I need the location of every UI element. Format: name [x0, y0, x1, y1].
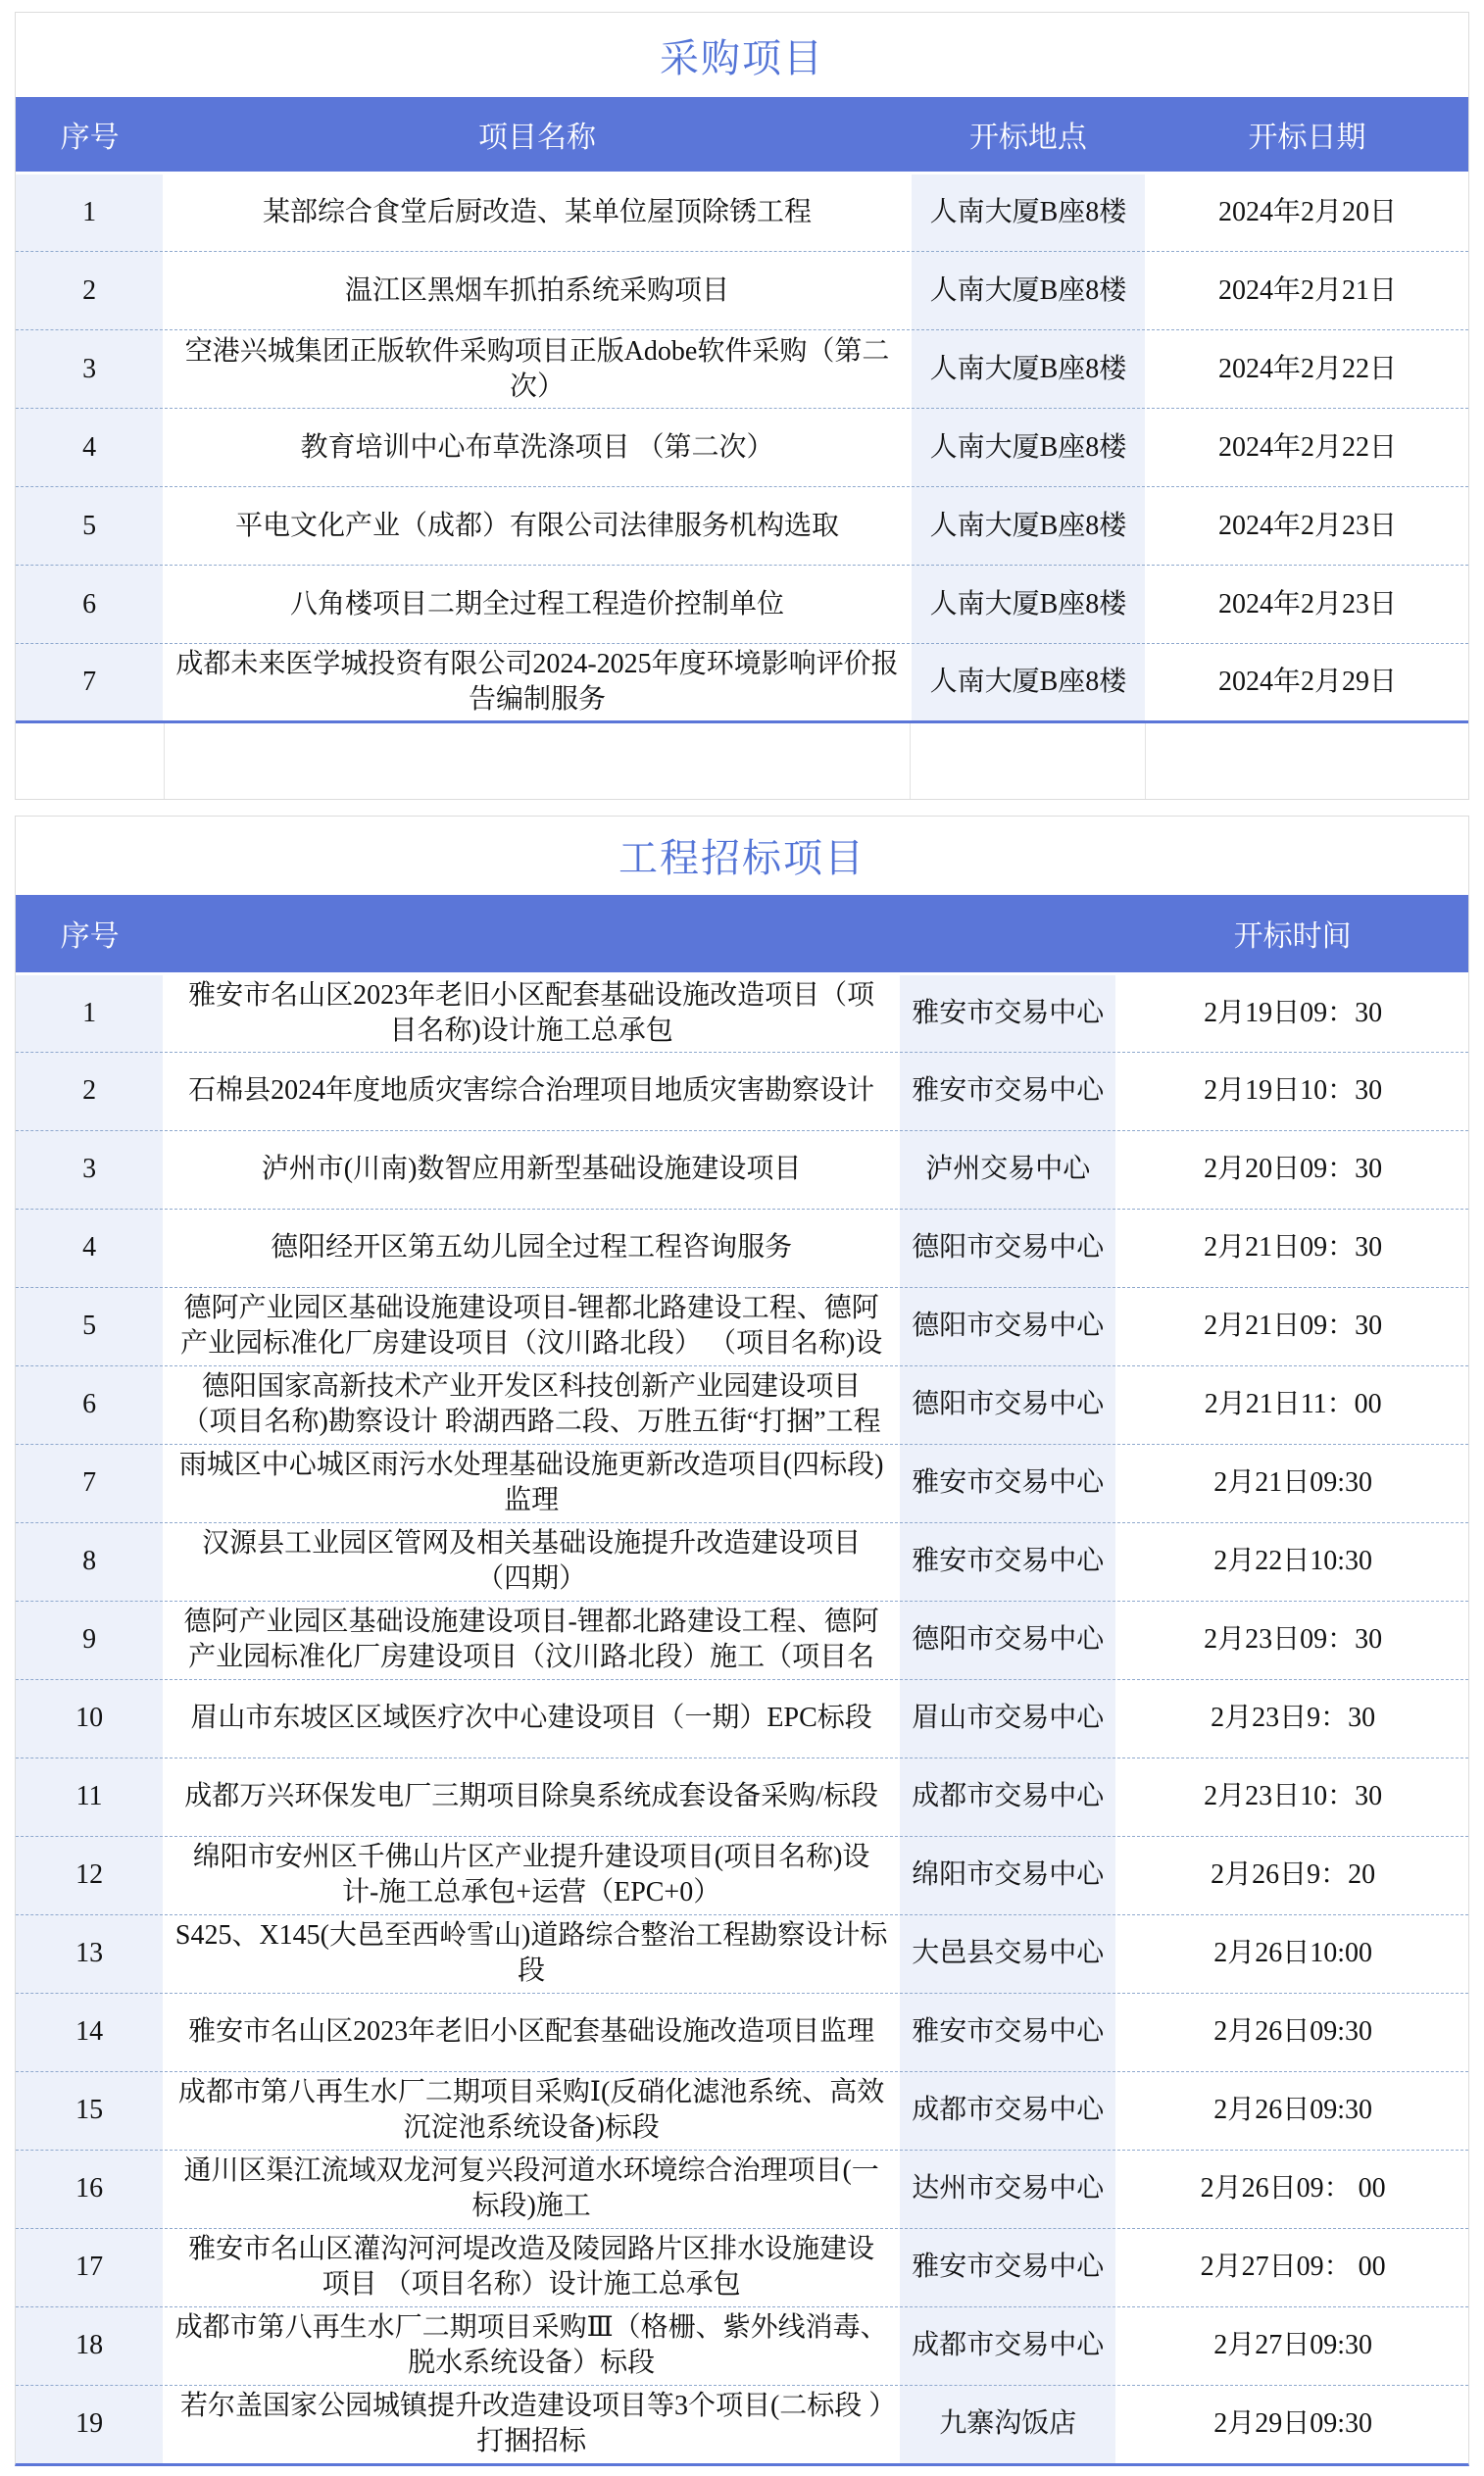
column-header-index: 序号: [16, 97, 164, 173]
empty-row: [16, 722, 1468, 799]
procurement-table-section: [15, 12, 1469, 800]
engineering-table-section: [15, 816, 1469, 2467]
cell-location: 人南大厦B座8楼: [911, 566, 1146, 644]
cell-project-name: 某部综合食堂后厨改造、某单位屋顶除锈工程: [164, 173, 911, 252]
cell-location: 达州市交易中心: [899, 2150, 1116, 2228]
table-row: [16, 1287, 1468, 1365]
cell-date: 2月19日09：30: [1116, 973, 1468, 1052]
cell-date: 2月26日9：20: [1116, 1836, 1468, 1914]
cell-location: 人南大厦B座8楼: [911, 252, 1146, 330]
cell-date: 2024年2月22日: [1146, 330, 1468, 409]
table-row: [16, 644, 1468, 722]
cell-date: 2024年2月22日: [1146, 409, 1468, 487]
cell-project-name: 眉山市东坡区区域医疗次中心建设项目（一期）EPC标段: [164, 1679, 899, 1758]
cell-date: 2024年2月20日: [1146, 173, 1468, 252]
cell-index: 3: [16, 330, 164, 409]
cell-project-name: 汉源县工业园区管网及相关基础设施提升改造建设项目（四期）: [164, 1522, 899, 1601]
cell-project-name: 绵阳市安州区千佛山片区产业提升建设项目(项目名称)设计-施工总承包+运营（EPC+0）: [164, 1836, 899, 1914]
table-row: [16, 1601, 1468, 1679]
cell-date: 2月19日10：30: [1116, 1052, 1468, 1130]
cell-index: 17: [16, 2228, 164, 2306]
cell-index: 5: [16, 487, 164, 566]
cell-location: 德阳市交易中心: [899, 1209, 1116, 1287]
table-row: [16, 1209, 1468, 1287]
cell-location: 德阳市交易中心: [899, 1287, 1116, 1365]
cell-location: 成都市交易中心: [899, 2071, 1116, 2150]
table-row: [16, 2306, 1468, 2385]
empty-cell: [164, 722, 911, 799]
table-row: [16, 1130, 1468, 1209]
cell-project-name: 雅安市名山区灌沟河河堤改造及陵园路片区排水设施建设项目 （项目名称）设计施工总承包: [164, 2228, 899, 2306]
cell-location: 雅安市交易中心: [899, 1444, 1116, 1522]
cell-project-name: 雨城区中心城区雨污水处理基础设施更新改造项目(四标段)监理: [164, 1444, 899, 1522]
cell-project-name: S425、X145(大邑至西岭雪山)道路综合整治工程勘察设计标段: [164, 1914, 899, 1993]
engineering-header-row: [16, 895, 1468, 974]
column-header-blank-project: [164, 895, 899, 974]
cell-index: 1: [16, 173, 164, 252]
table-row: [16, 330, 1468, 409]
cell-location: 雅安市交易中心: [899, 1052, 1116, 1130]
cell-project-name: 八角楼项目二期全过程工程造价控制单位: [164, 566, 911, 644]
cell-location: 雅安市交易中心: [899, 973, 1116, 1052]
cell-date: 2月21日09：30: [1116, 1287, 1468, 1365]
cell-date: 2月22日10:30: [1116, 1522, 1468, 1601]
table-row: [16, 2385, 1468, 2463]
cell-index: 4: [16, 409, 164, 487]
cell-index: 6: [16, 566, 164, 644]
empty-cell: [16, 722, 164, 799]
cell-index: 1: [16, 973, 164, 1052]
procurement-table-title: 采购项目: [660, 35, 824, 80]
engineering-table-title: 工程招标项目: [618, 836, 866, 880]
table-row: [16, 1993, 1468, 2071]
cell-project-name: 成都万兴环保发电厂三期项目除臭系统成套设备采购/标段: [164, 1758, 899, 1836]
cell-index: 11: [16, 1758, 164, 1836]
cell-index: 12: [16, 1836, 164, 1914]
cell-project-name: 成都市第八再生水厂二期项目采购Ⅰ(反硝化滤池系统、高效沉淀池系统设备)标段: [164, 2071, 899, 2150]
column-header-time: 开标时间: [1116, 895, 1468, 974]
cell-date: 2024年2月21日: [1146, 252, 1468, 330]
table-row: [16, 1679, 1468, 1758]
cell-location: 绵阳市交易中心: [899, 1836, 1116, 1914]
cell-project-name: 雅安市名山区2023年老旧小区配套基础设施改造项目监理: [164, 1993, 899, 2071]
cell-index: 14: [16, 1993, 164, 2071]
empty-cell: [1146, 722, 1468, 799]
cell-index: 18: [16, 2306, 164, 2385]
cell-index: 7: [16, 1444, 164, 1522]
cell-project-name: 通川区渠江流域双龙河复兴段河道水环境综合治理项目(一标段)施工: [164, 2150, 899, 2228]
column-header-date: 开标日期: [1146, 97, 1468, 173]
cell-location: 雅安市交易中心: [899, 2228, 1116, 2306]
cell-index: 8: [16, 1522, 164, 1601]
table-row: [16, 252, 1468, 330]
cell-date: 2月26日09： 00: [1116, 2150, 1468, 2228]
cell-project-name: 温江区黑烟车抓拍系统采购项目: [164, 252, 911, 330]
table-row: [16, 409, 1468, 487]
cell-location: 大邑县交易中心: [899, 1914, 1116, 1993]
cell-date: 2024年2月23日: [1146, 566, 1468, 644]
cell-project-name: 雅安市名山区2023年老旧小区配套基础设施改造项目（项目名称)设计施工总承包: [164, 973, 899, 1052]
cell-project-name: 教育培训中心布草洗涤项目 （第二次）: [164, 409, 911, 487]
cell-index: 19: [16, 2385, 164, 2463]
cell-location: 九寨沟饭店: [899, 2385, 1116, 2463]
cell-index: 2: [16, 252, 164, 330]
cell-location: 成都市交易中心: [899, 1758, 1116, 1836]
cell-index: 3: [16, 1130, 164, 1209]
table-row: [16, 2071, 1468, 2150]
table-row: [16, 1444, 1468, 1522]
cell-date: 2024年2月23日: [1146, 487, 1468, 566]
cell-location: 雅安市交易中心: [899, 1522, 1116, 1601]
cell-location: 德阳市交易中心: [899, 1601, 1116, 1679]
table-row: [16, 1914, 1468, 1993]
cell-date: 2月20日09：30: [1116, 1130, 1468, 1209]
cell-index: 15: [16, 2071, 164, 2150]
procurement-table: [16, 97, 1468, 799]
cell-date: 2月23日09：30: [1116, 1601, 1468, 1679]
cell-date: 2月21日09:30: [1116, 1444, 1468, 1522]
cell-index: 5: [16, 1287, 164, 1365]
table-row: [16, 2150, 1468, 2228]
table-row: [16, 973, 1468, 1052]
cell-location: 人南大厦B座8楼: [911, 409, 1146, 487]
cell-date: 2月21日11：00: [1116, 1365, 1468, 1444]
cell-project-name: 空港兴城集团正版软件采购项目正版Adobe软件采购（第二次）: [164, 330, 911, 409]
cell-location: 人南大厦B座8楼: [911, 173, 1146, 252]
table-row: [16, 1836, 1468, 1914]
cell-project-name: 泸州市(川南)数智应用新型基础设施建设项目: [164, 1130, 899, 1209]
cell-location: 眉山市交易中心: [899, 1679, 1116, 1758]
cell-date: 2月26日09:30: [1116, 1993, 1468, 2071]
cell-project-name: 德阿产业园区基础设施建设项目-锂都北路建设工程、德阿产业园标准化厂房建设项目（汶川路北段）施工（项目名: [164, 1601, 899, 1679]
cell-location: 人南大厦B座8楼: [911, 644, 1146, 722]
cell-project-name: 德阳经开区第五幼儿园全过程工程咨询服务: [164, 1209, 899, 1287]
cell-date: 2月29日09:30: [1116, 2385, 1468, 2463]
cell-index: 13: [16, 1914, 164, 1993]
table-row: [16, 566, 1468, 644]
cell-project-name: 石棉县2024年度地质灾害综合治理项目地质灾害勘察设计: [164, 1052, 899, 1130]
cell-date: 2月26日09:30: [1116, 2071, 1468, 2150]
engineering-table: [16, 895, 1468, 2464]
table-row: [16, 1052, 1468, 1130]
procurement-header-row: [16, 97, 1468, 173]
cell-date: 2月27日09： 00: [1116, 2228, 1468, 2306]
cell-location: 人南大厦B座8楼: [911, 330, 1146, 409]
cell-index: 16: [16, 2150, 164, 2228]
cell-index: 7: [16, 644, 164, 722]
cell-project-name: 德阿产业园区基础设施建设项目-锂都北路建设工程、德阿产业园标准化厂房建设项目（汶川路北段） （项目名称)设: [164, 1287, 899, 1365]
cell-location: 雅安市交易中心: [899, 1993, 1116, 2071]
cell-location: 泸州交易中心: [899, 1130, 1116, 1209]
cell-project-name: 成都市第八再生水厂二期项目采购Ⅲ（格栅、紫外线消毒、脱水系统设备）标段: [164, 2306, 899, 2385]
table-row: [16, 1522, 1468, 1601]
column-header-blank-location: [899, 895, 1116, 974]
table-row: [16, 1365, 1468, 1444]
cell-project-name: 德阳国家高新技术产业开发区科技创新产业园建设项目（项目名称)勘察设计 聆湖西路二段、万胜五街“打捆”工程: [164, 1365, 899, 1444]
cell-project-name: 若尔盖国家公园城镇提升改造建设项目等3个项目(二标段 ）打捆招标: [164, 2385, 899, 2463]
cell-index: 4: [16, 1209, 164, 1287]
cell-date: 2024年2月29日: [1146, 644, 1468, 722]
cell-index: 9: [16, 1601, 164, 1679]
table-row: [16, 2228, 1468, 2306]
table-row: [16, 1758, 1468, 1836]
empty-cell: [911, 722, 1146, 799]
column-header-index: 序号: [16, 895, 164, 974]
cell-date: 2月27日09:30: [1116, 2306, 1468, 2385]
table-row: [16, 173, 1468, 252]
cell-location: 德阳市交易中心: [899, 1365, 1116, 1444]
cell-date: 2月23日10：30: [1116, 1758, 1468, 1836]
cell-index: 6: [16, 1365, 164, 1444]
cell-index: 2: [16, 1052, 164, 1130]
cell-location: 成都市交易中心: [899, 2306, 1116, 2385]
cell-date: 2月26日10:00: [1116, 1914, 1468, 1993]
cell-date: 2月23日9：30: [1116, 1679, 1468, 1758]
cell-project-name: 平电文化产业（成都）有限公司法律服务机构选取: [164, 487, 911, 566]
cell-project-name: 成都未来医学城投资有限公司2024-2025年度环境影响评价报告编制服务: [164, 644, 911, 722]
cell-index: 10: [16, 1679, 164, 1758]
table-row: [16, 487, 1468, 566]
column-header-location: 开标地点: [911, 97, 1146, 173]
cell-date: 2月21日09：30: [1116, 1209, 1468, 1287]
column-header-project-name: 项目名称: [164, 97, 911, 173]
cell-location: 人南大厦B座8楼: [911, 487, 1146, 566]
